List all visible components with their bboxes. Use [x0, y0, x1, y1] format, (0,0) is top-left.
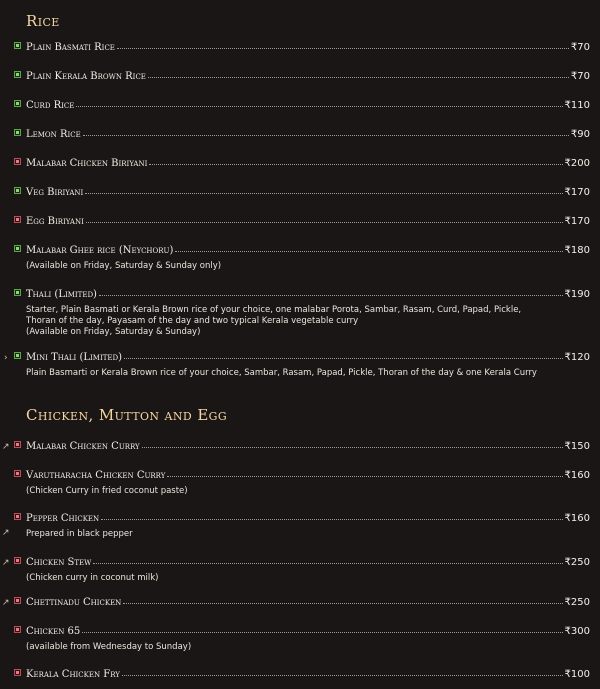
pointer-mark-icon: ↗: [2, 528, 10, 538]
item-description: (Available on Friday, Saturday & Sunday only): [26, 261, 222, 271]
item-price: ₹200: [564, 158, 590, 169]
leader-dots: [101, 519, 562, 520]
leader-dots: [175, 251, 562, 252]
leader-dots: [82, 632, 562, 633]
menu-item[interactable]: [14, 441, 590, 455]
leader-dots: [83, 135, 569, 136]
item-price: ₹70: [570, 42, 590, 53]
menu-item[interactable]: [14, 42, 590, 56]
item-price: ₹70: [570, 71, 590, 82]
menu-item[interactable]: [14, 71, 590, 85]
pointer-mark-icon: ↗: [2, 598, 10, 608]
item-name: Chicken Stew: [26, 557, 92, 568]
item-description: Plain Basmarti or Kerala Brown rice of your choice, Sambar, Rasam, Papad, Pickle, Thoran of the day & one Kerala Curry: [26, 368, 537, 378]
item-price: ₹100: [564, 669, 590, 680]
menu-item[interactable]: [14, 129, 590, 143]
nonveg-indicator-icon: [14, 513, 21, 520]
item-description: Starter, Plain Basmati or Kerala Brown rice of your choice, one malabar Porota, Sambar, Rasam, Curd, Papad, Pickle, Thoran of the day, Payasam of the day and two typical Kerala vegetable curry (Available on Friday, Saturday & Sunday): [26, 305, 522, 337]
item-name: Plain Kerala Brown Rice: [26, 71, 146, 82]
item-name: Curd Rice: [26, 100, 75, 111]
leader-dots: [99, 295, 563, 296]
menu-item[interactable]: [14, 597, 590, 611]
item-name: Kerala Chicken Fry: [26, 669, 120, 680]
menu-item[interactable]: [14, 158, 590, 172]
veg-indicator-icon: [14, 352, 21, 359]
pointer-mark-icon: ↗: [2, 442, 10, 452]
menu-item[interactable]: [14, 352, 590, 379]
item-price: ₹300: [564, 626, 590, 637]
nonveg-indicator-icon: [14, 158, 21, 165]
item-name: Chicken 65: [26, 626, 81, 637]
item-name: Malabar Chicken Curry: [26, 441, 140, 452]
veg-indicator-icon: [14, 187, 21, 194]
item-name: Plain Basmati Rice: [26, 42, 115, 53]
item-price: ₹90: [570, 129, 590, 140]
item-price: ₹180: [564, 245, 590, 256]
leader-dots: [149, 164, 562, 165]
menu-item[interactable]: [14, 626, 590, 653]
nonveg-indicator-icon: [14, 557, 21, 564]
item-name: Malabar Ghee rice (Neychoru): [26, 245, 174, 256]
menu-item[interactable]: [14, 187, 590, 201]
item-price: ₹250: [564, 557, 590, 568]
item-name: Egg Biriyani: [26, 216, 84, 227]
item-description: (Chicken Curry in fried coconut paste): [26, 486, 188, 496]
section-heading-chicken: Chicken, Mutton and Egg: [26, 406, 228, 424]
item-description: (Chicken curry in coconut milk): [26, 573, 159, 583]
nonveg-indicator-icon: [14, 626, 21, 633]
nonveg-indicator-icon: [14, 470, 21, 477]
item-description: Prepared in black pepper: [26, 529, 133, 539]
menu-item[interactable]: [14, 669, 590, 683]
nonveg-indicator-icon: [14, 669, 21, 676]
veg-indicator-icon: [14, 289, 21, 296]
item-name: Pepper Chicken: [26, 513, 100, 524]
section-heading-rice: Rice: [26, 12, 60, 30]
item-price: ₹190: [564, 289, 590, 300]
menu-item[interactable]: [14, 245, 590, 272]
item-name: Lemon Rice: [26, 129, 81, 140]
veg-indicator-icon: [14, 129, 21, 136]
item-price: ₹170: [564, 216, 590, 227]
item-price: ₹250: [564, 597, 590, 608]
item-name: Chettinadu Chicken: [26, 597, 122, 608]
menu-item[interactable]: [14, 216, 590, 230]
menu-item[interactable]: [14, 513, 590, 540]
nonveg-indicator-icon: [14, 441, 21, 448]
item-name: Varutharacha Chicken Curry: [26, 470, 166, 481]
item-price: ₹160: [564, 470, 590, 481]
pointer-mark-icon: ›: [4, 353, 8, 363]
item-price: ₹160: [564, 513, 590, 524]
nonveg-indicator-icon: [14, 216, 21, 223]
veg-indicator-icon: [14, 100, 21, 107]
leader-dots: [117, 48, 569, 49]
nonveg-indicator-icon: [14, 597, 21, 604]
menu-item[interactable]: [14, 470, 590, 497]
pointer-mark-icon: ↗: [2, 558, 10, 568]
veg-indicator-icon: [14, 42, 21, 49]
leader-dots: [86, 222, 563, 223]
leader-dots: [85, 193, 562, 194]
item-description: (available from Wednesday to Sunday): [26, 642, 192, 652]
item-name: Mini Thali (Limited): [26, 352, 123, 363]
veg-indicator-icon: [14, 245, 21, 252]
leader-dots: [142, 447, 563, 448]
item-name: Veg Biriyani: [26, 187, 84, 198]
item-price: ₹170: [564, 187, 590, 198]
item-price: ₹150: [564, 441, 590, 452]
leader-dots: [148, 77, 569, 78]
item-price: ₹120: [564, 352, 590, 363]
item-price: ₹110: [564, 100, 590, 111]
leader-dots: [122, 675, 563, 676]
item-name: Malabar Chicken Biriyani: [26, 158, 148, 169]
menu-item[interactable]: [14, 100, 590, 114]
item-name: Thali (Limited): [26, 289, 97, 300]
veg-indicator-icon: [14, 71, 21, 78]
menu-item[interactable]: [14, 289, 590, 338]
menu-item[interactable]: [14, 557, 590, 584]
leader-dots: [93, 563, 562, 564]
leader-dots: [123, 603, 562, 604]
leader-dots: [124, 358, 563, 359]
leader-dots: [167, 476, 562, 477]
leader-dots: [76, 106, 562, 107]
